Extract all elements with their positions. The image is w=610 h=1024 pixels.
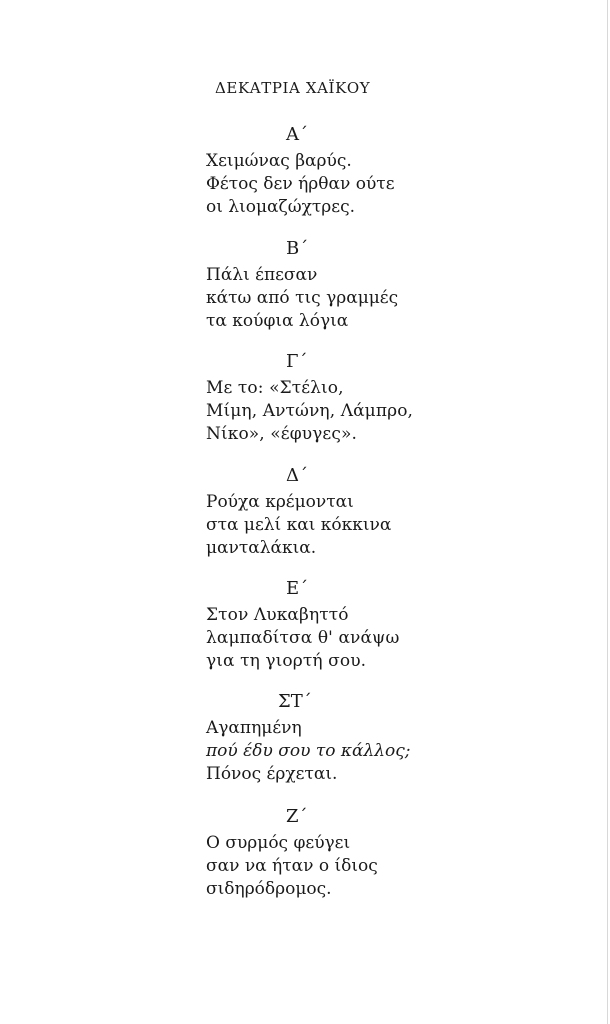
- stanza-numeral: Α΄: [286, 124, 308, 145]
- poem-line: Ο συρμός φεύγει: [206, 833, 351, 853]
- poem-line: μανταλάκια.: [206, 538, 317, 558]
- stanza-numeral: Ζ΄: [286, 806, 308, 827]
- poem-line: Με το: «Στέλιο,: [206, 378, 344, 398]
- poem-line: Αγαπημένη: [206, 718, 302, 738]
- stanza-numeral: Ε΄: [286, 578, 309, 599]
- stanza-3: [206, 351, 466, 446]
- poem-line: οι λιομαζώχτρες.: [206, 197, 356, 217]
- stanza-4: [206, 465, 466, 560]
- stanza-2: [206, 238, 466, 333]
- stanza-1: [206, 124, 466, 219]
- poem-title: ΔΕΚΑΤΡΙΑ ΧΑΪΚΟΥ: [215, 79, 371, 97]
- poem-line: Ρούχα κρέμονται: [206, 492, 354, 512]
- stanza-numeral: Β΄: [286, 238, 309, 259]
- poem-line: λαμπαδίτσα θ' ανάψω: [206, 628, 400, 648]
- stanza-7: [206, 806, 466, 901]
- poem-line: Νίκο», «έφυγες».: [206, 424, 357, 444]
- poem-line: Πόνος έρχεται.: [206, 764, 338, 784]
- stanza-5: [206, 578, 466, 673]
- stanza-6: [206, 691, 466, 786]
- poem-line: τα κούφια λόγια: [206, 311, 349, 331]
- stanza-numeral: Δ΄: [286, 465, 308, 486]
- stanza-numeral: Γ΄: [286, 351, 308, 372]
- stanza-numeral: ΣΤ΄: [278, 691, 312, 712]
- poem-line: σιδηρόδρομος.: [206, 879, 332, 899]
- poem-line: κάτω από τις γραμμές: [206, 288, 399, 308]
- poem-line: Στον Λυκαβηττό: [206, 605, 349, 625]
- poem-line: σαν να ήταν ο ίδιος: [206, 856, 378, 876]
- poem-line: Πάλι έπεσαν: [206, 265, 318, 285]
- poem-line: για τη γιορτή σου.: [206, 651, 367, 671]
- poem-line: στα μελί και κόκκινα: [206, 515, 392, 535]
- poem-line-italic: πού έδυ σου το κάλλος;: [206, 741, 411, 761]
- poem-line: Φέτος δεν ήρθαν ούτε: [206, 174, 395, 194]
- poem-line: Χειμώνας βαρύς.: [206, 151, 352, 171]
- poem-line: Μίμη, Αντώνη, Λάμπρο,: [206, 401, 414, 421]
- page-edge: [607, 0, 608, 1024]
